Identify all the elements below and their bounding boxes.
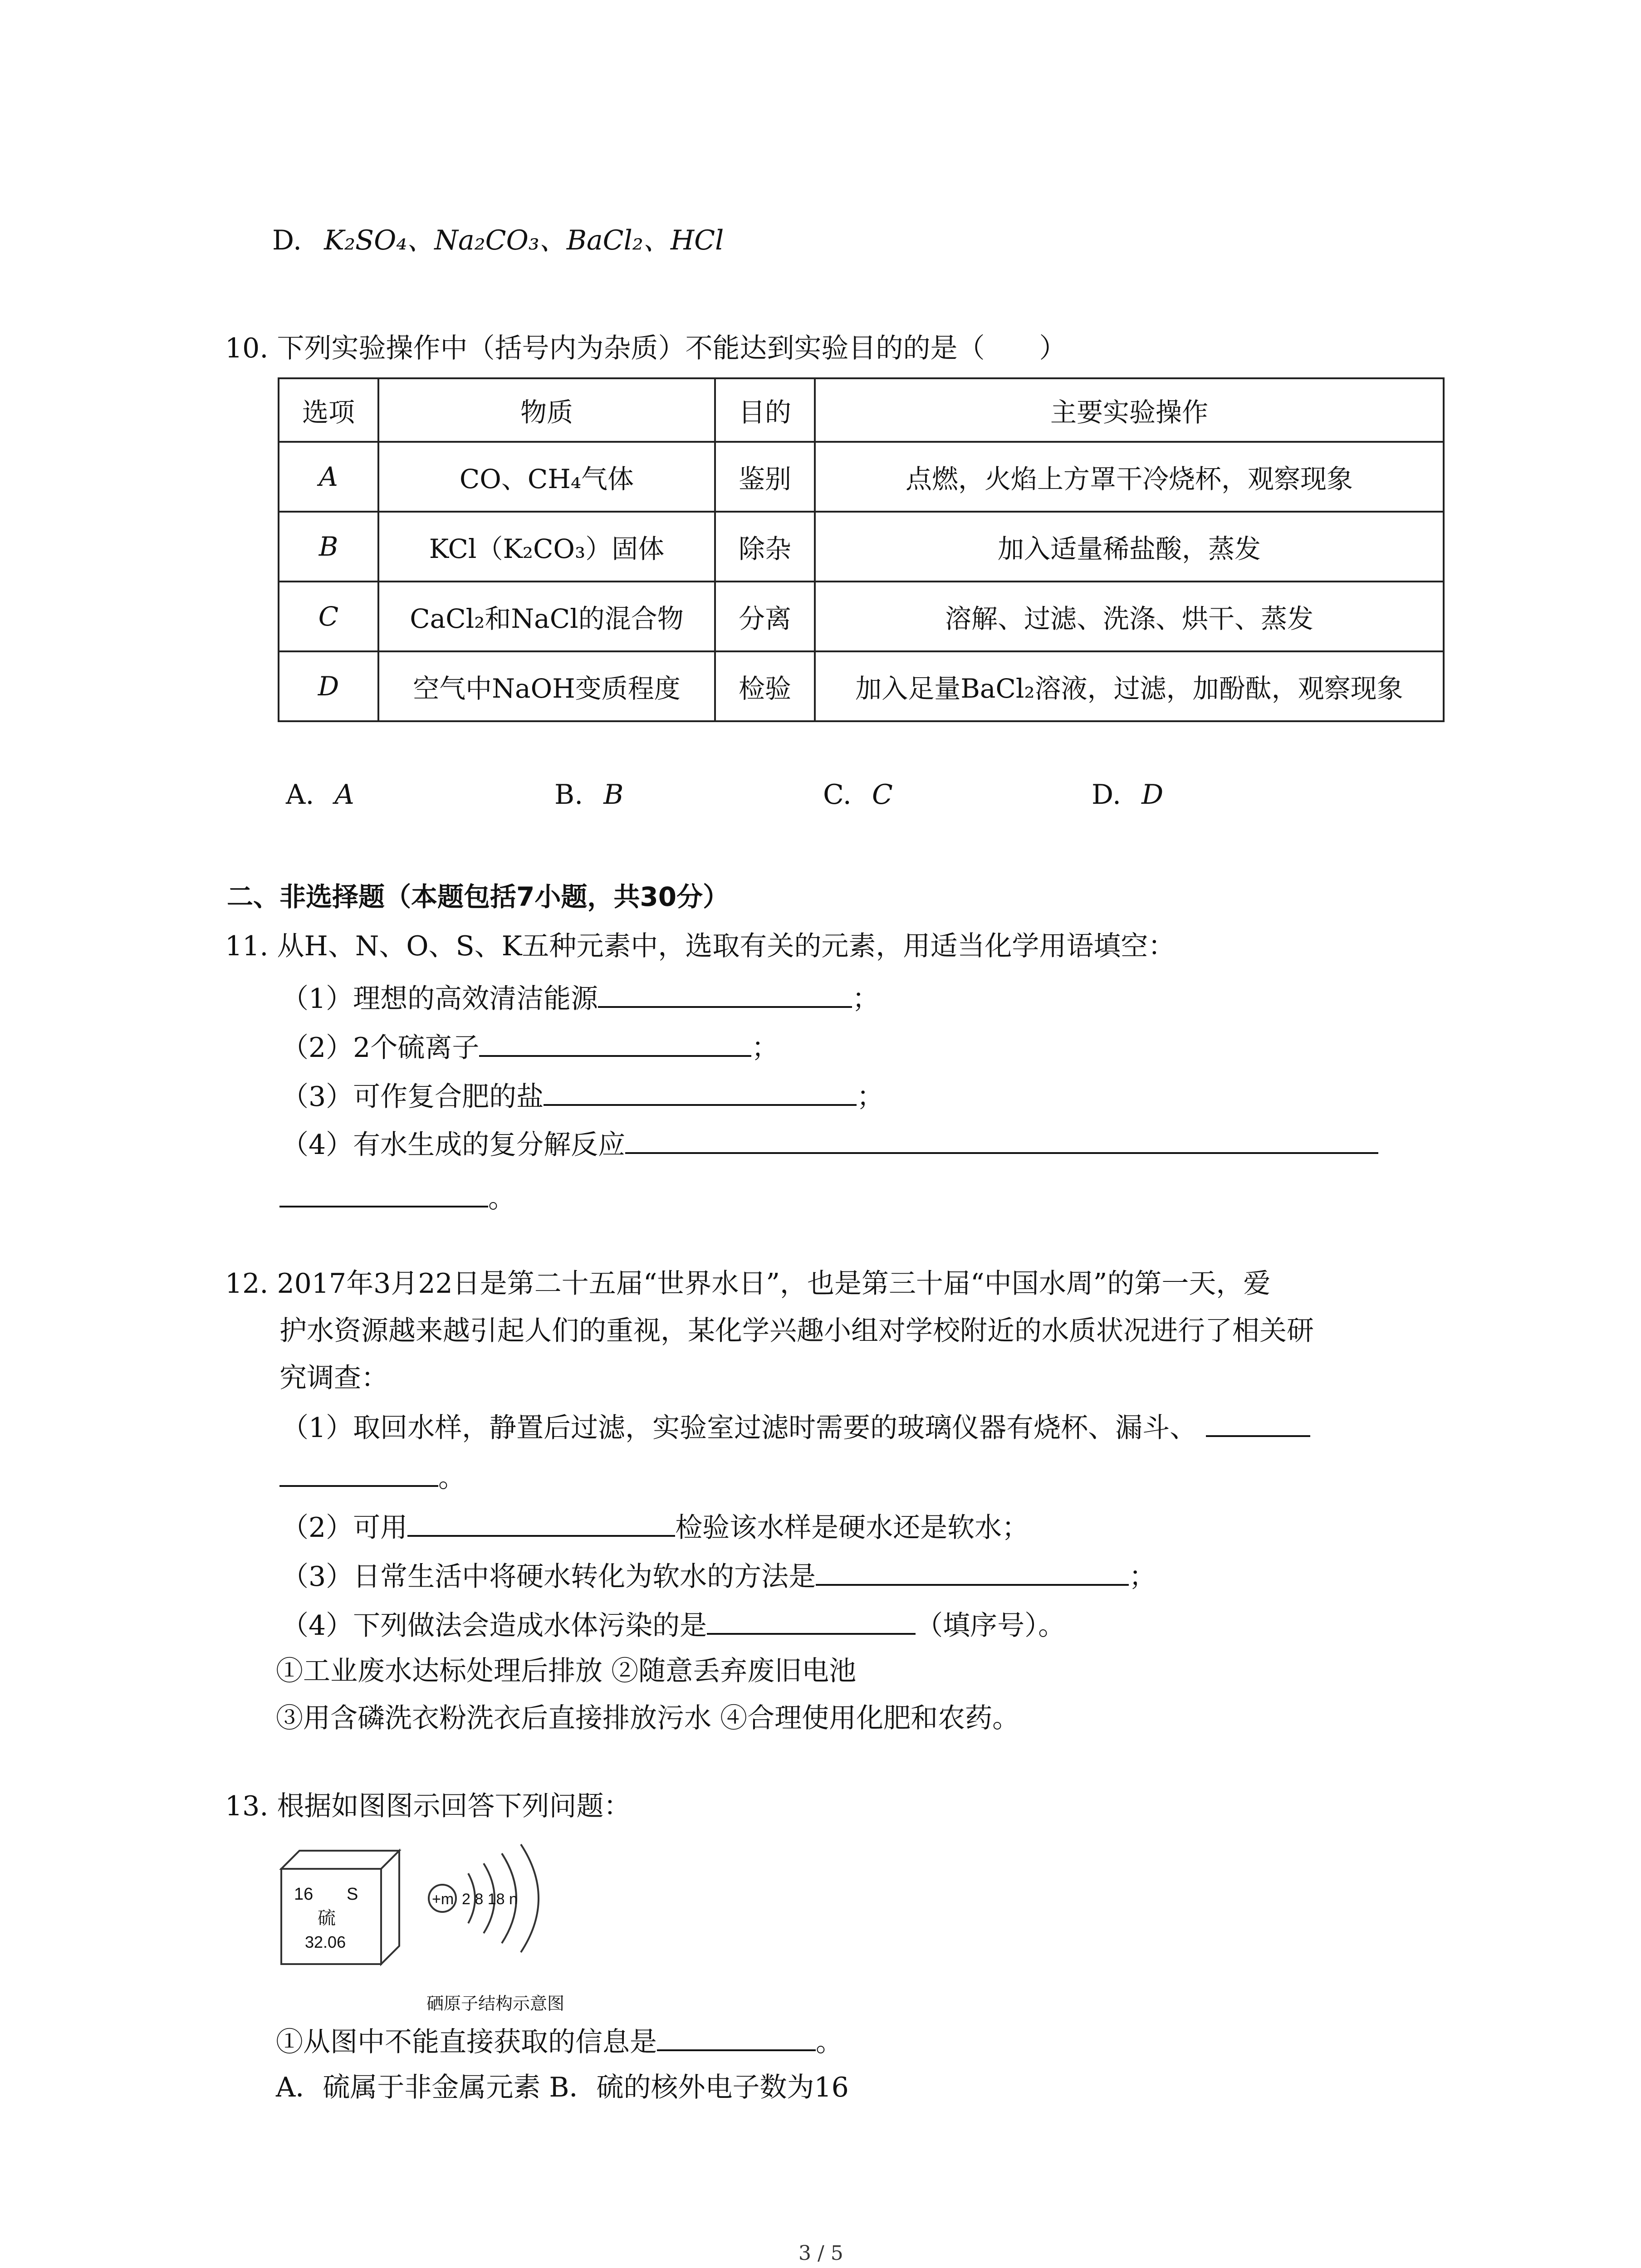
q11-item-1-text: （1）理想的高效清洁能源 <box>281 983 598 1015</box>
q13-figure <box>272 1842 617 2020</box>
q10-stem: 10. 下列实验操作中（括号内为杂质）不能达到实验目的的是（ ） <box>225 332 1067 364</box>
table-cell: 分离 <box>715 582 815 651</box>
q12-item-2 <box>281 1507 1029 1546</box>
q12-item-2-text: （2）可用 <box>281 1512 408 1544</box>
table-row <box>279 512 1444 582</box>
answer-blank[interactable] <box>279 1457 438 1487</box>
table-row <box>279 651 1444 721</box>
punctuation: ； <box>857 1081 884 1113</box>
q10-choice-d[interactable] <box>1092 777 1163 813</box>
page-number: 3 / 5 <box>798 2242 843 2265</box>
nucleus-charge: +m <box>432 1891 454 1908</box>
section-title: 二、非选择题（本题包括7小题，共30分） <box>227 881 730 912</box>
answer-blank[interactable] <box>279 1178 488 1207</box>
answer-blank[interactable] <box>625 1124 1378 1154</box>
q11-item-2 <box>281 1027 779 1066</box>
q12-stem-line-3: 究调查： <box>279 1362 388 1394</box>
q12-item-1 <box>281 1407 1310 1446</box>
table-cell: 空气中NaOH变质程度 <box>378 651 715 721</box>
q11-item-4 <box>281 1124 1378 1163</box>
q10-choice-b[interactable] <box>554 777 623 813</box>
element-symbol: S <box>347 1885 358 1904</box>
q10-choice-a[interactable] <box>286 777 354 813</box>
q11-item-3-text: （3）可作复合肥的盐 <box>281 1081 544 1113</box>
choice-label: C. <box>823 779 852 811</box>
q12-stem-line-2: 护水资源越来越引起人们的重视，某化学兴趣小组对学校附近的水质状况进行了相关研 <box>279 1315 1314 1347</box>
q10-choice-c[interactable] <box>823 777 893 813</box>
atom-structure-diagram <box>426 1844 564 2014</box>
diagram-caption: 硒原子结构示意图 <box>426 1994 565 2014</box>
q12-item-3-text: （3）日常生活中将硬水转化为软水的方法是 <box>281 1561 816 1593</box>
table-cell: A <box>279 442 378 512</box>
q12-stem-line-1: 12. 2017年3月22日是第二十五届“世界水日”，也是第三十届“中国水周”的第一天，爱 <box>225 1268 1271 1300</box>
table-cell: 加入适量稀盐酸，蒸发 <box>815 512 1444 582</box>
q11-item-1 <box>281 978 879 1017</box>
q13-options: A．硫属于非金属元素 B．硫的核外电子数为16 <box>276 2072 849 2103</box>
choice-value: B <box>603 779 624 811</box>
answer-blank[interactable] <box>657 2021 816 2051</box>
table-cell: D <box>279 651 378 721</box>
answer-blank[interactable] <box>598 978 852 1008</box>
answer-blank[interactable] <box>707 1605 916 1635</box>
punctuation: 。 <box>488 1183 515 1214</box>
answer-blank[interactable] <box>544 1076 857 1106</box>
table-cell: 溶解、过滤、洗涤、烘干、蒸发 <box>815 582 1444 651</box>
table-row <box>279 442 1444 512</box>
answer-blank[interactable] <box>479 1027 751 1057</box>
element-number: 16 <box>294 1885 314 1904</box>
table-cell: B <box>279 512 378 582</box>
table-header: 选项 <box>279 378 378 442</box>
table-cell: 鉴别 <box>715 442 815 512</box>
table-header: 目的 <box>715 378 815 442</box>
shell-electrons: 2 8 18 n <box>462 1891 518 1908</box>
q12-item-4-text: （4）下列做法会造成水体污染的是 <box>281 1610 707 1642</box>
q12-options-line-1: ①工业废水达标处理后排放 ②随意丢弃废旧电池 <box>276 1655 857 1687</box>
element-mass: 32.06 <box>305 1933 346 1951</box>
q9-option-d-text: K₂SO₄、Na₂CO₃、BaCl₂、HCl <box>324 225 724 256</box>
q11-item-4-text: （4）有水生成的复分解反应 <box>281 1129 626 1161</box>
answer-blank[interactable] <box>816 1556 1129 1586</box>
electron-shell <box>521 1844 539 1952</box>
q11-item-2-text: （2）2个硫离子 <box>281 1032 480 1064</box>
punctuation: ； <box>852 983 880 1015</box>
q13-sub-1-text: ①从图中不能直接获取的信息是 <box>276 2026 657 2058</box>
choice-value: A <box>334 779 354 811</box>
element-name: 硫 <box>318 1908 336 1929</box>
table-row <box>279 582 1444 651</box>
table-cell: 检验 <box>715 651 815 721</box>
answer-blank[interactable] <box>1206 1407 1310 1437</box>
choice-label: B. <box>554 779 583 811</box>
table-header: 物质 <box>378 378 715 442</box>
q13-sub-1 <box>276 2021 843 2060</box>
punctuation: ； <box>1129 1561 1156 1593</box>
element-and-atom-diagram <box>272 1842 617 2019</box>
choice-label: D. <box>1092 779 1122 811</box>
table-cell: C <box>279 582 378 651</box>
q9-option-d <box>272 222 724 259</box>
choice-value: D <box>1141 779 1164 811</box>
q11-item-3 <box>281 1076 884 1115</box>
q13-stem: 13. 根据如图图示回答下列问题： <box>225 1790 631 1822</box>
punctuation: 。 <box>438 1462 465 1494</box>
q11-stem: 11. 从H、N、O、S、K五种元素中，选取有关的元素，用适当化学用语填空： <box>225 930 1176 962</box>
table-cell: 加入足量BaCl₂溶液，过滤，加酚酞，观察现象 <box>815 651 1444 721</box>
q11-item-4-continued <box>279 1178 515 1217</box>
choice-label: A. <box>286 779 314 811</box>
table-cell: KCl（K₂CO₃）固体 <box>378 512 715 582</box>
q12-options-line-2: ③用含磷洗衣粉洗衣后直接排放污水 ④合理使用化肥和农药。 <box>276 1702 1020 1734</box>
table-cell: 除杂 <box>715 512 815 582</box>
table-cell: 点燃，火焰上方罩干冷烧杯，观察现象 <box>815 442 1444 512</box>
q10-options-table <box>278 377 1445 722</box>
q9-option-d-label: D. <box>272 225 302 256</box>
q12-item-1-text: （1）取回水样，静置后过滤，实验室过滤时需要的玻璃仪器有烧杯、漏斗、 <box>281 1412 1197 1444</box>
punctuation: ； <box>751 1032 779 1064</box>
punctuation: 。 <box>816 2026 843 2058</box>
element-card <box>281 1851 399 1964</box>
choice-value: C <box>872 779 893 811</box>
table-cell: CaCl₂和NaCl的混合物 <box>378 582 715 651</box>
table-header: 主要实验操作 <box>815 378 1444 442</box>
q12-item-1-continued <box>279 1457 465 1496</box>
q12-item-3 <box>281 1556 1156 1595</box>
q12-item-4-text-end: （填序号）。 <box>916 1610 1066 1642</box>
q12-item-4 <box>281 1605 1065 1644</box>
answer-blank[interactable] <box>407 1507 675 1537</box>
q12-item-2-text-end: 检验该水样是硬水还是软水； <box>675 1512 1029 1544</box>
table-cell: CO、CH₄气体 <box>378 442 715 512</box>
